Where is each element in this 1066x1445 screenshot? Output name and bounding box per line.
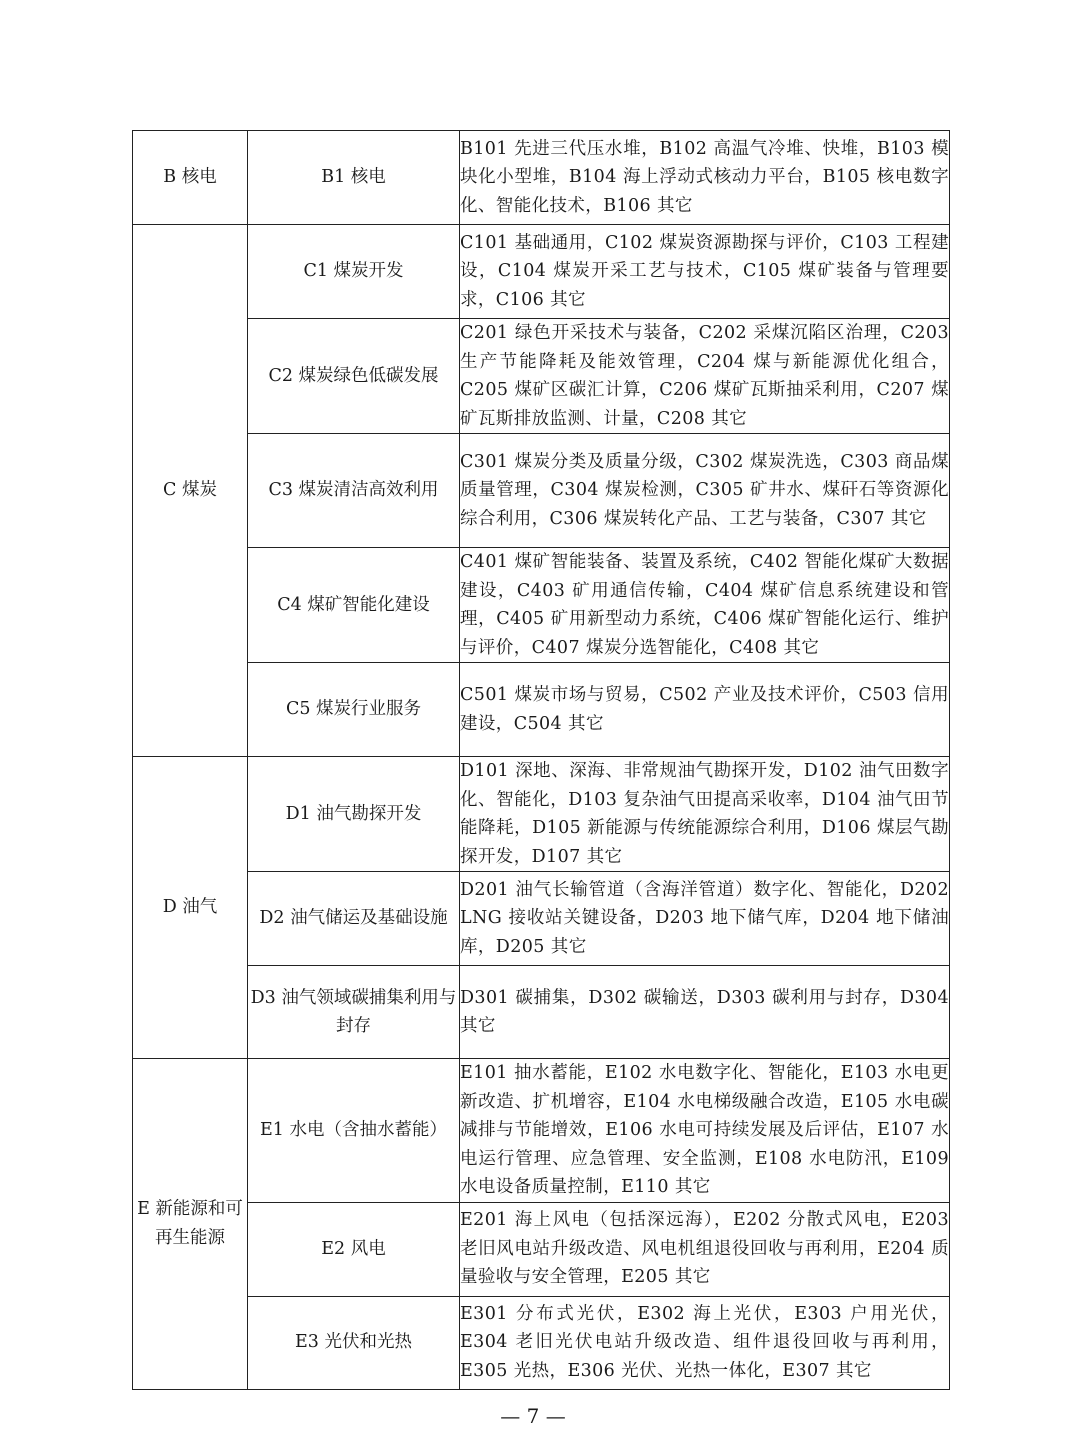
category-cell: C 煤炭 bbox=[133, 225, 248, 757]
table-row bbox=[133, 548, 950, 663]
items-cell: C301 煤炭分类及质量分级，C302 煤炭洗选，C303 商品煤质量管理，C304 煤炭检测，C305 矿井水、煤矸石等资源化综合利用，C306 煤炭转化产品、工艺与装备，C307 其它 bbox=[460, 434, 950, 548]
items-cell: D101 深地、深海、非常规油气勘探开发，D102 油气田数字化、智能化，D103 复杂油气田提高采收率，D104 油气田节能降耗，D105 新能源与传统能源综合利用，D106 煤层气勘探开发，D107 其它 bbox=[460, 757, 950, 872]
table-row bbox=[133, 757, 950, 872]
subcategory-cell: D3 油气领域碳捕集利用与封存 bbox=[248, 966, 460, 1059]
category-cell: D 油气 bbox=[133, 757, 248, 1059]
table-row bbox=[133, 225, 950, 319]
table-row bbox=[133, 434, 950, 548]
table-row bbox=[133, 1202, 950, 1296]
subcategory-cell: B1 核电 bbox=[248, 131, 460, 225]
category-cell: E 新能源和可再生能源 bbox=[133, 1059, 248, 1390]
items-cell: D201 油气长输管道（含海洋管道）数字化、智能化，D202 LNG 接收站关键设备，D203 地下储气库，D204 地下储油库，D205 其它 bbox=[460, 872, 950, 966]
subcategory-cell: E3 光伏和光热 bbox=[248, 1296, 460, 1389]
subcategory-cell: C2 煤炭绿色低碳发展 bbox=[248, 319, 460, 434]
subcategory-cell: C1 煤炭开发 bbox=[248, 225, 460, 319]
items-cell: D301 碳捕集，D302 碳输送，D303 碳利用与封存，D304 其它 bbox=[460, 966, 950, 1059]
table-row bbox=[133, 1296, 950, 1389]
table-row bbox=[133, 1059, 950, 1203]
items-cell: C101 基础通用，C102 煤炭资源勘探与评价，C103 工程建设，C104 煤炭开采工艺与技术，C105 煤矿装备与管理要求，C106 其它 bbox=[460, 225, 950, 319]
subcategory-cell: C4 煤矿智能化建设 bbox=[248, 548, 460, 663]
table-row bbox=[133, 872, 950, 966]
items-cell: E201 海上风电（包括深远海），E202 分散式风电，E203 老旧风电站升级改造、风电机组退役回收与再利用，E204 质量验收与安全管理，E205 其它 bbox=[460, 1202, 950, 1296]
items-cell: C501 煤炭市场与贸易，C502 产业及技术评价，C503 信用建设，C504 其它 bbox=[460, 663, 950, 757]
table-row bbox=[133, 966, 950, 1059]
items-cell: C201 绿色开采技术与装备，C202 采煤沉陷区治理，C203 生产节能降耗及能效管理，C204 煤与新能源优化组合，C205 煤矿区碳汇计算，C206 煤矿瓦斯抽采利用，C207 煤矿瓦斯排放监测、计量，C208 其它 bbox=[460, 319, 950, 434]
subcategory-cell: D1 油气勘探开发 bbox=[248, 757, 460, 872]
standards-category-table bbox=[132, 130, 950, 1390]
page-number: — 7 — bbox=[500, 1404, 566, 1428]
items-cell: B101 先进三代压水堆，B102 高温气冷堆、快堆，B103 模块化小型堆，B104 海上浮动式核动力平台，B105 核电数字化、智能化技术，B106 其它 bbox=[460, 131, 950, 225]
subcategory-cell: E2 风电 bbox=[248, 1202, 460, 1296]
items-cell: E301 分布式光伏，E302 海上光伏，E303 户用光伏，E304 老旧光伏电站升级改造、组件退役回收与再利用，E305 光热，E306 光伏、光热一体化，E307 其它 bbox=[460, 1296, 950, 1389]
category-cell: B 核电 bbox=[133, 131, 248, 225]
table-row bbox=[133, 319, 950, 434]
subcategory-cell: D2 油气储运及基础设施 bbox=[248, 872, 460, 966]
subcategory-cell: C5 煤炭行业服务 bbox=[248, 663, 460, 757]
table-row bbox=[133, 131, 950, 225]
table-row bbox=[133, 663, 950, 757]
items-cell: E101 抽水蓄能，E102 水电数字化、智能化，E103 水电更新改造、扩机增容，E104 水电梯级融合改造，E105 水电碳减排与节能增效，E106 水电可持续发展及后评估，E107 水电运行管理、应急管理、安全监测，E108 水电防汛，E109 水电设备质量控制，E110 其它 bbox=[460, 1059, 950, 1203]
subcategory-cell: E1 水电（含抽水蓄能） bbox=[248, 1059, 460, 1203]
subcategory-cell: C3 煤炭清洁高效利用 bbox=[248, 434, 460, 548]
items-cell: C401 煤矿智能装备、装置及系统，C402 智能化煤矿大数据建设，C403 矿用通信传输，C404 煤矿信息系统建设和管理，C405 矿用新型动力系统，C406 煤矿智能化运行、维护与评价，C407 煤炭分选智能化，C408 其它 bbox=[460, 548, 950, 663]
